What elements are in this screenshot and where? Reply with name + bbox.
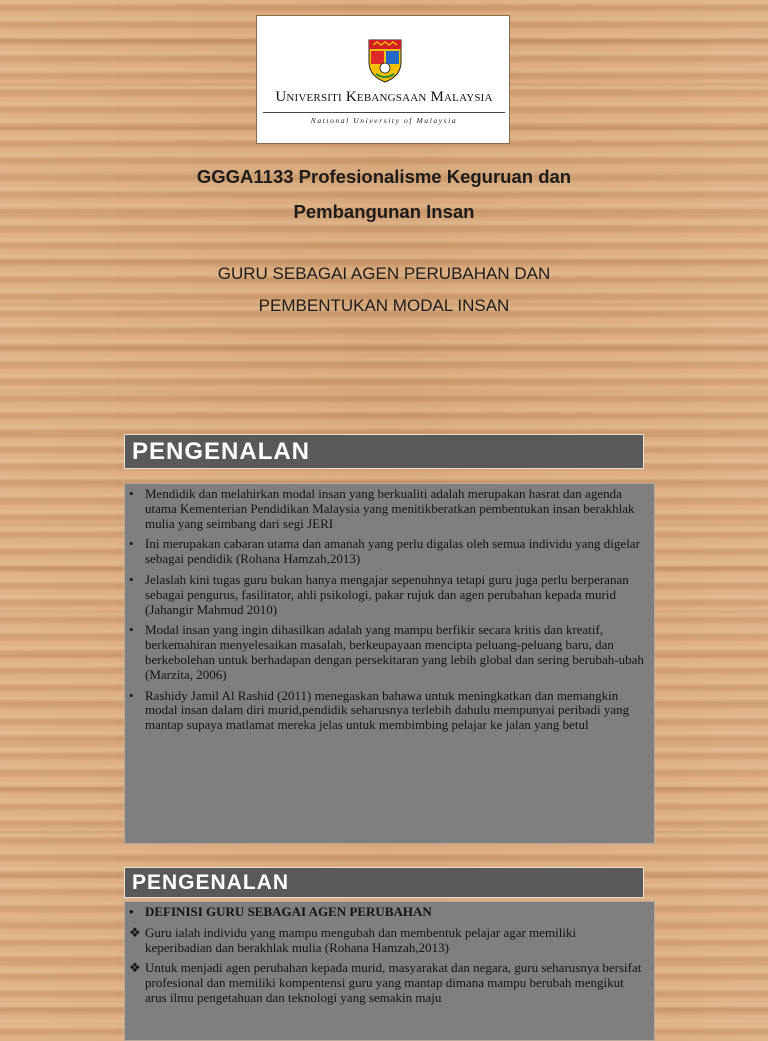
section1-heading-box [124,434,644,469]
section1-heading: PENGENALAN [132,438,311,465]
list-item-text: Mendidik dan melahirkan modal insan yang berkualiti adalah merupakan hasrat dan agenda utama Kementerian Pendidikan Malaysia yang menitikberatkan pembentukan insan berakhlak mulia yang seimbang dari segi JERI [145,486,635,531]
section2-heading: PENGENALAN [132,871,290,894]
diamond-bullet-icon: ❖ [129,960,141,976]
university-subtitle: National University of Malaysia [310,116,458,125]
university-logo-box [256,15,510,144]
list-item-text: Ini merupakan cabaran utama dan amanah yang perlu digalas oleh semua individu yang digelar sebagai pendidik (Rohana Hamzah,2013) [145,536,640,567]
list-item [129,689,646,733]
list-item-text: Rashidy Jamil Al Rashid (2011) menegaskan bahawa untuk meningkatkan dan memangkin modal insan dalam diri murid,pendidik seharusnya terlebih dahulu mempunyai peribadi yang mantap supaya matlamat mereka jelas untuk membimbing pelajar ke jalan yang betul [145,687,630,733]
section1-content-box [124,483,655,844]
section2-bullet-list [129,905,646,1006]
definition-heading-item [129,905,646,920]
bullet-marker: • [129,904,134,919]
university-name: Universiti Kebangsaan Malaysia [275,89,493,105]
definition-heading: DEFINISI GURU SEBAGAI AGEN PERUBAHAN [145,904,432,919]
course-title [130,159,638,229]
section2-content-box [124,901,655,1041]
list-item [129,926,646,956]
section2-heading-box [124,867,644,898]
list-item [129,961,646,1005]
bullet-marker: • [129,622,134,638]
list-item [129,537,646,567]
list-item [129,623,646,682]
course-title-line2: Pembangunan Insan [293,201,475,222]
list-item [129,573,646,617]
list-item-text: Guru ialah individu yang mampu mengubah dan membentuk pelajar agar memiliki keperibadian dan berakhlak mulia (Rohana Hamzah,2013) [145,924,577,955]
slide-title-line2: PEMBENTUKAN MODAL INSAN [258,296,510,315]
university-crest-icon [367,36,403,84]
bullet-marker: • [129,687,134,703]
slide-title-line1: GURU SEBAGAI AGEN PERUBAHAN DAN [217,264,551,283]
course-title-line1: GGGA1133 Profesionalisme Keguruan dan [196,166,572,187]
logo-divider [263,112,505,113]
slide-title [140,258,628,322]
section1-bullet-list [129,487,646,733]
bullet-marker: • [129,486,134,501]
bullet-marker: • [129,571,134,587]
list-item-text: Untuk menjadi agen perubahan kepada murid, masyarakat dan negara, guru seharusnya bersifat profesional dan memiliki kompentensi guru yang mantap dimana mampu berubah mengikut arus ilmu pengetahuan dan teknologi yang semakin maju [145,960,642,1005]
list-item [129,487,646,531]
list-item-text: Modal insan yang ingin dihasilkan adalah yang mampu berfikir secara kritis dan kreatif, berkemahiran menyelesaikan masalah, berkeupayaan mencipta peluang-peluang baru, dan berkebolehan untuk berhadapan dengan persekitaran yang lebih global dan sering berubah-ubah (Marzita, 2006) [145,622,644,682]
diamond-bullet-icon: ❖ [129,924,141,940]
list-item-text: Jelaslah kini tugas guru bukan hanya mengajar sepenuhnya tetapi guru juga perlu berperanan sebagai pengurus, fasilitator, ahli psikologi, pakar rujuk dan agen perubahan kepada murid (Jahangir Mahmud 2010) [145,571,629,617]
bullet-marker: • [129,536,134,552]
